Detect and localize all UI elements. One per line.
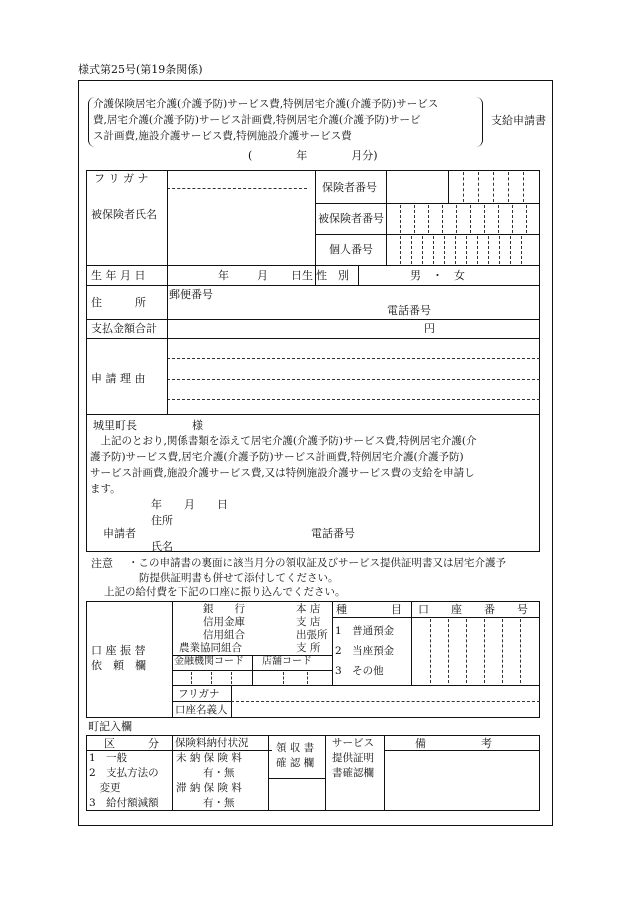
gender-options[interactable]: 男 ・ 女 <box>410 269 465 282</box>
notes-line-2: 防提供証明書も併せて添付してください。 <box>139 572 339 584</box>
branch-type-office: 出張所 <box>296 629 328 641</box>
account-holder-label: 口座名義人 <box>175 704 228 716</box>
declaration-line-2: 護予防)サービス費,居宅介護(介護予防)サービス計画費,特例居宅介護(介護予防) <box>90 451 464 463</box>
account-number-label: 口 座 番 号 <box>418 603 528 616</box>
service-cert-label-3: 書確認欄 <box>332 767 374 779</box>
declaration-address-label: 住所 <box>151 514 173 527</box>
premium-status-label: 保険料納付状況 <box>175 737 249 749</box>
title-period: ( 年 月分) <box>248 149 378 162</box>
furigana-label: フ リ ガ ナ <box>94 172 149 185</box>
declaration-line-3: サービス計画費,施設介護サービス費,又は特例施設介護サービス費の支給を申請し <box>90 467 475 479</box>
form-number: 様式第25号(第19条関係) <box>78 63 203 76</box>
town-section-title: 町記入欄 <box>88 720 132 733</box>
institution-type-bank: 銀 行 <box>203 603 245 615</box>
notes-line-1: ・この申請書の裏面に該当月分の領収証及びサービス提供証明書又は居宅介護予 <box>128 557 506 569</box>
declaration-date: 年 月 日 <box>151 498 228 511</box>
addressee: 城里町長 様 <box>93 419 203 432</box>
phone-label: 電話番号 <box>387 304 431 317</box>
transfer-instruction: 上記の給付費を下記の口座に振り込んでください。 <box>104 586 346 598</box>
receipt-check-label-2: 確 認 欄 <box>276 757 315 769</box>
insured-number-label: 被保険者番号 <box>318 212 384 225</box>
birth-day-unit: 日生 <box>291 269 313 282</box>
total-amount-label: 支払金額合計 <box>91 322 157 335</box>
birth-year-unit: 年 <box>218 269 229 282</box>
account-type-current[interactable]: 2 当座預金 <box>335 645 395 657</box>
title-line-2: 費,居宅介護(介護予防)サービス計画費,特例居宅介護(介護予防)サービ <box>93 114 421 126</box>
institution-code-label: 金融機関コード <box>174 656 244 667</box>
overdue-premium-label: 滞 納 保 険 料 <box>176 782 242 794</box>
category-label: 区 分 <box>104 737 159 750</box>
declaration-applicant-label: 申請者 <box>103 527 136 540</box>
yen-unit: 円 <box>424 322 435 335</box>
reason-label: 申 請 理 由 <box>91 372 146 385</box>
personal-number-label: 個人番号 <box>329 243 373 256</box>
institution-type-credit-bank: 信用金庫 <box>203 616 245 628</box>
title-line-1: 介護保険居宅介護(介護予防)サービス費,特例居宅介護(介護予防)サービス <box>93 98 439 110</box>
receipt-check-label-1: 領 収 書 <box>276 742 315 754</box>
branch-code-label: 店舗コード <box>262 656 312 667</box>
category-item-change-cont: 変更 <box>89 782 121 794</box>
account-type-ordinary[interactable]: 1 普通預金 <box>335 625 395 637</box>
address-label: 住 所 <box>91 296 146 309</box>
declaration-line-4: ます。 <box>90 483 121 495</box>
title-suffix: 支給申請書 <box>491 114 546 127</box>
bank-section-label-1: 口 座 振 替 <box>91 644 146 657</box>
declaration-line-1: 上記のとおり,関係書類を添えて居宅介護(介護予防)サービス費,特例居宅介護(介 <box>90 435 477 447</box>
overdue-premium-options[interactable]: 有・無 <box>203 797 235 809</box>
unpaid-premium-label: 未 納 保 険 料 <box>176 752 242 764</box>
gender-label: 性 別 <box>316 269 349 282</box>
institution-type-agri-coop: 農業協同組合 <box>179 642 242 654</box>
institution-type-credit-union: 信用組合 <box>203 629 245 641</box>
insurer-number-label: 保険者番号 <box>322 181 377 194</box>
bank-section-label-2: 依 頼 欄 <box>91 659 146 672</box>
category-item-reduction: 3 給付額減額 <box>89 797 159 809</box>
birthdate-label: 生 年 月 日 <box>91 269 146 282</box>
postal-code-label: 郵便番号 <box>169 288 213 301</box>
unpaid-premium-options[interactable]: 有・無 <box>203 767 235 779</box>
service-cert-label-2: 提供証明 <box>332 752 374 764</box>
birth-month-unit: 月 <box>257 269 268 282</box>
account-type-label: 種 目 <box>336 603 402 616</box>
branch-type-head: 本 店 <box>296 603 321 615</box>
declaration-name-label: 氏名 <box>151 540 173 553</box>
category-item-general: 1 一般 <box>89 752 128 764</box>
branch-type-branch: 支 店 <box>296 616 321 628</box>
service-cert-label-1: サービス <box>332 737 374 749</box>
declaration-phone-label: 電話番号 <box>311 527 355 540</box>
remarks-label: 備 考 <box>415 737 492 750</box>
account-type-other[interactable]: 3 その他 <box>335 665 384 677</box>
category-item-payment-change: 2 支払方法の <box>89 767 159 779</box>
notes-label: 注意 <box>91 557 113 570</box>
holder-furigana-label: フリガナ <box>178 688 220 700</box>
branch-type-sub: 支 所 <box>296 642 321 654</box>
title-line-3: ス計画費,施設介護サービス費,特例施設介護サービス費 <box>93 130 352 142</box>
insured-name-label: 被保険者氏名 <box>91 208 157 221</box>
